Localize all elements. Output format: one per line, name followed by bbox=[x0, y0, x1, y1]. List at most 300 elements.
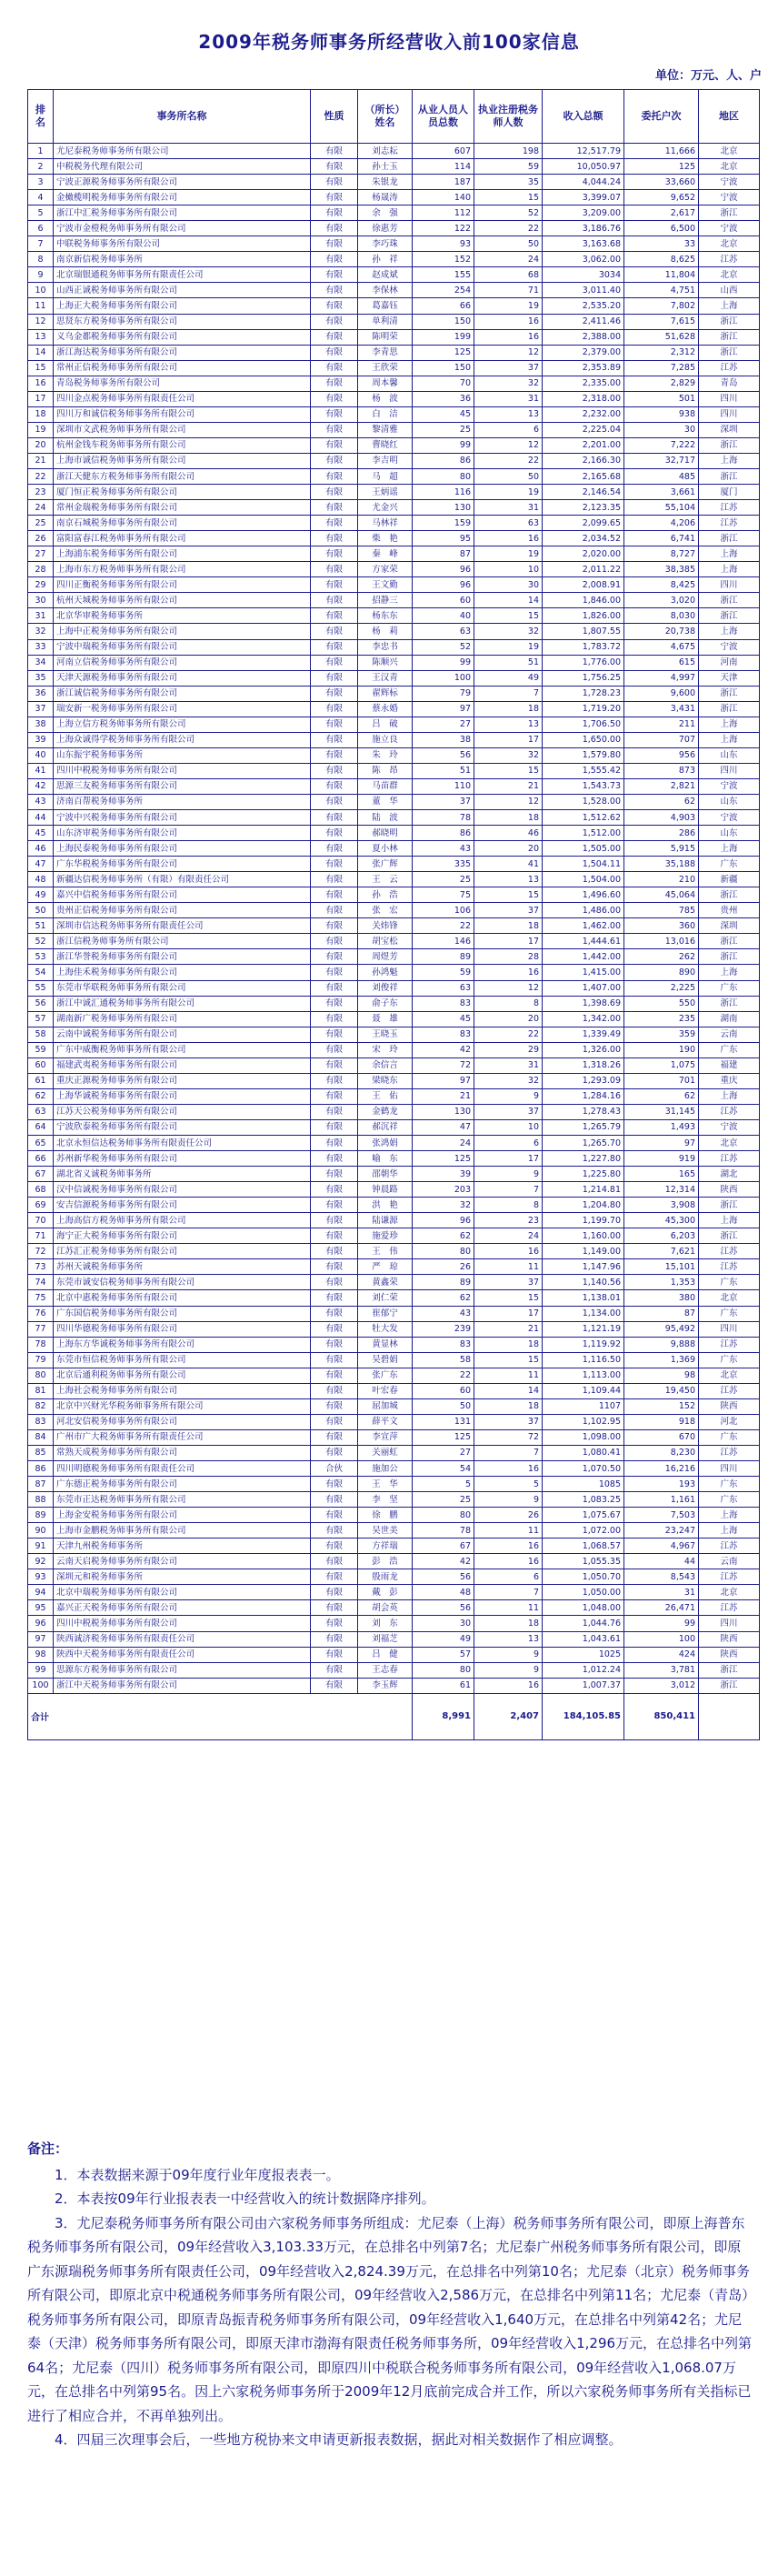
cell-firm-name: 浙江中汇税务师事务所有限公司 bbox=[54, 205, 311, 221]
cell-region: 深圳 bbox=[699, 422, 760, 437]
cell-income: 1,265.79 bbox=[543, 1119, 624, 1135]
cell-firm-name: 上海东方华诚税务师事务所有限公司 bbox=[54, 1337, 311, 1352]
cell-rank: 12 bbox=[28, 314, 54, 329]
cell-clients: 7,222 bbox=[624, 437, 699, 453]
cell-director: 施加公 bbox=[358, 1460, 413, 1476]
cell-type: 有限 bbox=[311, 996, 358, 1011]
cell-staff: 57 bbox=[413, 1647, 474, 1662]
cell-staff: 27 bbox=[413, 717, 474, 732]
cell-firm-name: 厦门恒正税务师事务所有限公司 bbox=[54, 485, 311, 500]
cell-region: 山东 bbox=[699, 747, 760, 763]
cell-cta: 11 bbox=[474, 1600, 543, 1616]
cell-clients: 286 bbox=[624, 826, 699, 841]
cell-staff: 125 bbox=[413, 1429, 474, 1445]
cell-region: 广东 bbox=[699, 1352, 760, 1368]
cell-staff: 203 bbox=[413, 1182, 474, 1198]
cell-region: 广东 bbox=[699, 1429, 760, 1445]
cell-clients: 11,666 bbox=[624, 144, 699, 159]
cell-firm-name: 四川中税税务师事务所有限公司 bbox=[54, 763, 311, 778]
cell-region: 江苏 bbox=[699, 1445, 760, 1460]
cell-type: 有限 bbox=[311, 826, 358, 841]
cell-clients: 3,020 bbox=[624, 593, 699, 608]
table-row bbox=[28, 1616, 760, 1631]
cell-cta: 18 bbox=[474, 1337, 543, 1352]
cell-type: 有限 bbox=[311, 794, 358, 809]
cell-cta: 14 bbox=[474, 593, 543, 608]
cell-firm-name: 北京中瑞税务师事务所有限公司 bbox=[54, 1585, 311, 1600]
cell-staff: 99 bbox=[413, 655, 474, 670]
table-row bbox=[28, 1414, 760, 1429]
cell-type: 有限 bbox=[311, 1198, 358, 1213]
cell-clients: 7,802 bbox=[624, 298, 699, 314]
cell-cta: 13 bbox=[474, 717, 543, 732]
table-row bbox=[28, 1198, 760, 1213]
cell-staff: 130 bbox=[413, 1104, 474, 1119]
cell-income: 1,102.95 bbox=[543, 1414, 624, 1429]
cell-clients: 16,216 bbox=[624, 1460, 699, 1476]
table-row bbox=[28, 1213, 760, 1228]
cell-region: 浙江 bbox=[699, 949, 760, 965]
cell-clients: 4,206 bbox=[624, 516, 699, 531]
cell-clients: 97 bbox=[624, 1136, 699, 1151]
cell-type: 合伙 bbox=[311, 1460, 358, 1476]
table-row bbox=[28, 1104, 760, 1119]
cell-director: 徐 鹏 bbox=[358, 1508, 413, 1523]
cell-clients: 13,016 bbox=[624, 934, 699, 949]
cell-region: 北京 bbox=[699, 1368, 760, 1383]
cell-income: 1,719.20 bbox=[543, 701, 624, 717]
cell-type: 有限 bbox=[311, 175, 358, 190]
cell-firm-name: 南京石城税务师事务所有限公司 bbox=[54, 516, 311, 531]
cell-firm-name: 重庆正源税务师事务所有限公司 bbox=[54, 1073, 311, 1088]
cell-rank: 36 bbox=[28, 686, 54, 701]
cell-income: 1,807.55 bbox=[543, 624, 624, 639]
cell-rank: 34 bbox=[28, 655, 54, 670]
cell-director: 翟辉标 bbox=[358, 686, 413, 701]
cell-director: 刘志耘 bbox=[358, 144, 413, 159]
cell-clients: 165 bbox=[624, 1167, 699, 1182]
cell-cta: 10 bbox=[474, 562, 543, 577]
cell-rank: 51 bbox=[28, 918, 54, 934]
cell-income: 1,043.61 bbox=[543, 1631, 624, 1647]
cell-rank: 31 bbox=[28, 608, 54, 624]
cell-firm-name: 东莞市诚安信税务师事务所有限公司 bbox=[54, 1275, 311, 1290]
cell-income: 2,411.46 bbox=[543, 314, 624, 329]
cell-cta: 22 bbox=[474, 1027, 543, 1042]
cell-type: 有限 bbox=[311, 763, 358, 778]
cell-region: 浙江 bbox=[699, 887, 760, 903]
table-row bbox=[28, 903, 760, 918]
table-row bbox=[28, 980, 760, 996]
cell-rank: 45 bbox=[28, 826, 54, 841]
cell-director: 孙士玉 bbox=[358, 159, 413, 175]
cell-clients: 6,741 bbox=[624, 531, 699, 546]
cell-staff: 150 bbox=[413, 360, 474, 376]
total-clients: 850,411 bbox=[624, 1693, 699, 1739]
cell-cta: 11 bbox=[474, 1523, 543, 1539]
cell-cta: 16 bbox=[474, 1460, 543, 1476]
cell-director: 陆 波 bbox=[358, 810, 413, 826]
cell-director: 曹晓红 bbox=[358, 437, 413, 453]
cell-type: 有限 bbox=[311, 1290, 358, 1306]
cell-type: 有限 bbox=[311, 701, 358, 717]
cell-staff: 27 bbox=[413, 1445, 474, 1460]
cell-director: 黄显林 bbox=[358, 1337, 413, 1352]
cell-rank: 29 bbox=[28, 577, 54, 593]
cell-type: 有限 bbox=[311, 422, 358, 437]
cell-director: 严 琼 bbox=[358, 1259, 413, 1275]
cell-staff: 122 bbox=[413, 221, 474, 236]
cell-firm-name: 陕西诚济税务师事务所有限责任公司 bbox=[54, 1631, 311, 1647]
cell-region: 上海 bbox=[699, 298, 760, 314]
cell-type: 有限 bbox=[311, 468, 358, 484]
cell-director: 马苗群 bbox=[358, 778, 413, 794]
cell-clients: 4,903 bbox=[624, 810, 699, 826]
cell-firm-name: 东莞市华联税务师事务所有限公司 bbox=[54, 980, 311, 996]
cell-cta: 63 bbox=[474, 516, 543, 531]
cell-income: 1,442.00 bbox=[543, 949, 624, 965]
table-row bbox=[28, 608, 760, 624]
cell-clients: 62 bbox=[624, 1088, 699, 1104]
cell-firm-name: 宁波市金橙税务师事务所有限公司 bbox=[54, 221, 311, 236]
cell-rank: 88 bbox=[28, 1492, 54, 1508]
cell-income: 2,166.30 bbox=[543, 453, 624, 468]
cell-rank: 94 bbox=[28, 1585, 54, 1600]
cell-cta: 18 bbox=[474, 1398, 543, 1414]
cell-cta: 7 bbox=[474, 1182, 543, 1198]
cell-clients: 360 bbox=[624, 918, 699, 934]
cell-region: 四川 bbox=[699, 1321, 760, 1337]
cell-director: 王炳谣 bbox=[358, 485, 413, 500]
table-row bbox=[28, 1662, 760, 1678]
cell-rank: 89 bbox=[28, 1508, 54, 1523]
cell-clients: 15,101 bbox=[624, 1259, 699, 1275]
cell-firm-name: 中联税务师事务所有限公司 bbox=[54, 236, 311, 252]
cell-staff: 60 bbox=[413, 1383, 474, 1398]
cell-region: 上海 bbox=[699, 624, 760, 639]
cell-staff: 130 bbox=[413, 500, 474, 516]
cell-income: 1,756.25 bbox=[543, 670, 624, 686]
cell-director: 葛嘉钰 bbox=[358, 298, 413, 314]
cell-director: 吴世美 bbox=[358, 1523, 413, 1539]
cell-staff: 152 bbox=[413, 252, 474, 267]
cell-staff: 24 bbox=[413, 1136, 474, 1151]
cell-region: 浙江 bbox=[699, 1198, 760, 1213]
table-row bbox=[28, 1073, 760, 1088]
table-row bbox=[28, 794, 760, 809]
cell-clients: 30 bbox=[624, 422, 699, 437]
cell-income: 2,379.00 bbox=[543, 345, 624, 360]
cell-firm-name: 嘉兴中信税务师事务所有限公司 bbox=[54, 887, 311, 903]
cell-income: 1,444.61 bbox=[543, 934, 624, 949]
cell-firm-name: 杭州金钱车税务师事务所有限公司 bbox=[54, 437, 311, 453]
cell-type: 有限 bbox=[311, 949, 358, 965]
cell-income: 1,555.42 bbox=[543, 763, 624, 778]
cell-type: 有限 bbox=[311, 391, 358, 406]
cell-income: 2,535.20 bbox=[543, 298, 624, 314]
cell-firm-name: 东莞市恒信税务师事务所有限公司 bbox=[54, 1352, 311, 1368]
cell-cta: 12 bbox=[474, 980, 543, 996]
cell-region: 广东 bbox=[699, 1306, 760, 1321]
cell-region: 四川 bbox=[699, 391, 760, 406]
cell-region: 宁波 bbox=[699, 221, 760, 236]
cell-staff: 78 bbox=[413, 810, 474, 826]
cell-income: 1,134.00 bbox=[543, 1306, 624, 1321]
cell-region: 陕西 bbox=[699, 1631, 760, 1647]
cell-staff: 72 bbox=[413, 1057, 474, 1073]
cell-staff: 22 bbox=[413, 918, 474, 934]
cell-firm-name: 山东振宇税务师事务所 bbox=[54, 747, 311, 763]
cell-income: 1,706.50 bbox=[543, 717, 624, 732]
cell-cta: 31 bbox=[474, 1057, 543, 1073]
table-row bbox=[28, 872, 760, 887]
cell-region: 北京 bbox=[699, 159, 760, 175]
cell-cta: 9 bbox=[474, 1088, 543, 1104]
table-row bbox=[28, 283, 760, 298]
cell-staff: 131 bbox=[413, 1414, 474, 1429]
cell-cta: 18 bbox=[474, 810, 543, 826]
cell-region: 上海 bbox=[699, 1508, 760, 1523]
cell-region: 云南 bbox=[699, 1027, 760, 1042]
cell-income: 3,399.07 bbox=[543, 190, 624, 205]
cell-type: 有限 bbox=[311, 329, 358, 345]
cell-rank: 13 bbox=[28, 329, 54, 345]
table-row bbox=[28, 468, 760, 484]
cell-firm-name: 东莞市正达税务师事务所有限公司 bbox=[54, 1492, 311, 1508]
cell-type: 有限 bbox=[311, 686, 358, 701]
cell-rank: 38 bbox=[28, 717, 54, 732]
cell-income: 3,186.76 bbox=[543, 221, 624, 236]
cell-rank: 96 bbox=[28, 1616, 54, 1631]
table-row bbox=[28, 159, 760, 175]
note-item: 4．四届三次理事会后，一些地方税协来文申请更新报表数据，据此对相关数据作了相应调整。 bbox=[55, 2431, 623, 2448]
cell-income: 1,109.44 bbox=[543, 1383, 624, 1398]
cell-region: 湖北 bbox=[699, 1167, 760, 1182]
cell-region: 上海 bbox=[699, 546, 760, 562]
cell-staff: 32 bbox=[413, 1198, 474, 1213]
cell-cta: 17 bbox=[474, 934, 543, 949]
cell-firm-name: 浙江信税务师事务所有限公司 bbox=[54, 934, 311, 949]
cell-staff: 22 bbox=[413, 1368, 474, 1383]
cell-type: 有限 bbox=[311, 1244, 358, 1259]
cell-income: 1,496.60 bbox=[543, 887, 624, 903]
cell-rank: 9 bbox=[28, 267, 54, 283]
cell-firm-name: 四川中税税务师事务所有限公司 bbox=[54, 1616, 311, 1631]
cell-rank: 64 bbox=[28, 1119, 54, 1135]
cell-staff: 116 bbox=[413, 485, 474, 500]
cell-rank: 22 bbox=[28, 468, 54, 484]
cell-type: 有限 bbox=[311, 608, 358, 624]
cell-cta: 15 bbox=[474, 1352, 543, 1368]
cell-type: 有限 bbox=[311, 639, 358, 655]
cell-clients: 359 bbox=[624, 1027, 699, 1042]
cell-cta: 198 bbox=[474, 144, 543, 159]
cell-firm-name: 广州市广大税务师事务所有限责任公司 bbox=[54, 1429, 311, 1445]
cell-clients: 26,471 bbox=[624, 1600, 699, 1616]
table-row bbox=[28, 1151, 760, 1167]
cell-income: 10,050.97 bbox=[543, 159, 624, 175]
cell-region: 上海 bbox=[699, 1088, 760, 1104]
cell-cta: 26 bbox=[474, 1508, 543, 1523]
table-row bbox=[28, 1119, 760, 1135]
cell-income: 2,318.00 bbox=[543, 391, 624, 406]
cell-type: 有限 bbox=[311, 1352, 358, 1368]
table-row bbox=[28, 1228, 760, 1244]
cell-type: 有限 bbox=[311, 841, 358, 857]
cell-rank: 53 bbox=[28, 949, 54, 965]
cell-region: 浙江 bbox=[699, 934, 760, 949]
cell-clients: 45,300 bbox=[624, 1213, 699, 1228]
cell-cta: 12 bbox=[474, 345, 543, 360]
cell-cta: 68 bbox=[474, 267, 543, 283]
cell-region: 上海 bbox=[699, 1523, 760, 1539]
cell-clients: 918 bbox=[624, 1414, 699, 1429]
cell-region: 浙江 bbox=[699, 686, 760, 701]
table-row bbox=[28, 857, 760, 872]
cell-cta: 10 bbox=[474, 1119, 543, 1135]
cell-rank: 73 bbox=[28, 1259, 54, 1275]
cell-income: 1,342.00 bbox=[543, 1011, 624, 1027]
cell-staff: 66 bbox=[413, 298, 474, 314]
cell-staff: 60 bbox=[413, 593, 474, 608]
cell-cta: 9 bbox=[474, 1662, 543, 1678]
cell-rank: 56 bbox=[28, 996, 54, 1011]
cell-region: 江苏 bbox=[699, 1383, 760, 1398]
table-row bbox=[28, 1445, 760, 1460]
cell-income: 1,505.00 bbox=[543, 841, 624, 857]
cell-director: 杨 莉 bbox=[358, 624, 413, 639]
cell-director: 聂 雄 bbox=[358, 1011, 413, 1027]
cell-type: 有限 bbox=[311, 1259, 358, 1275]
cell-staff: 239 bbox=[413, 1321, 474, 1337]
cell-cta: 9 bbox=[474, 1492, 543, 1508]
cell-cta: 20 bbox=[474, 841, 543, 857]
cell-income: 1,728.23 bbox=[543, 686, 624, 701]
cell-staff: 97 bbox=[413, 1073, 474, 1088]
cell-rank: 42 bbox=[28, 778, 54, 794]
cell-cta: 5 bbox=[474, 1477, 543, 1492]
cell-rank: 92 bbox=[28, 1554, 54, 1569]
cell-firm-name: 瑞安新一税务师事务所有限公司 bbox=[54, 701, 311, 717]
cell-staff: 70 bbox=[413, 376, 474, 391]
cell-firm-name: 上海立信方税务师事务所有限公司 bbox=[54, 717, 311, 732]
ranking-table bbox=[27, 89, 760, 1740]
cell-rank: 25 bbox=[28, 516, 54, 531]
cell-region: 宁波 bbox=[699, 1119, 760, 1135]
cell-rank: 62 bbox=[28, 1088, 54, 1104]
cell-type: 有限 bbox=[311, 1523, 358, 1539]
cell-cta: 15 bbox=[474, 608, 543, 624]
cell-firm-name: 常州正信税务师事务所有限公司 bbox=[54, 360, 311, 376]
cell-staff: 125 bbox=[413, 345, 474, 360]
cell-rank: 49 bbox=[28, 887, 54, 903]
cell-director: 周煜芳 bbox=[358, 949, 413, 965]
cell-cta: 22 bbox=[474, 453, 543, 468]
cell-rank: 1 bbox=[28, 144, 54, 159]
cell-clients: 5,915 bbox=[624, 841, 699, 857]
cell-type: 有限 bbox=[311, 1631, 358, 1647]
cell-director: 董 华 bbox=[358, 794, 413, 809]
cell-director: 马 超 bbox=[358, 468, 413, 484]
cell-region: 四川 bbox=[699, 1460, 760, 1476]
cell-region: 河南 bbox=[699, 655, 760, 670]
cell-firm-name: 上海民泰税务师事务所有限公司 bbox=[54, 841, 311, 857]
cell-region: 浙江 bbox=[699, 531, 760, 546]
cell-firm-name: 云南天启税务师事务所有限公司 bbox=[54, 1554, 311, 1569]
total-row bbox=[28, 1693, 760, 1739]
cell-cta: 50 bbox=[474, 468, 543, 484]
cell-income: 1,083.25 bbox=[543, 1492, 624, 1508]
cell-firm-name: 上海众诚得学税务师事务所有限公司 bbox=[54, 732, 311, 747]
cell-region: 天津 bbox=[699, 670, 760, 686]
cell-staff: 25 bbox=[413, 422, 474, 437]
cell-cta: 32 bbox=[474, 624, 543, 639]
cell-rank: 93 bbox=[28, 1569, 54, 1585]
cell-rank: 52 bbox=[28, 934, 54, 949]
cell-staff: 150 bbox=[413, 314, 474, 329]
cell-cta: 31 bbox=[474, 391, 543, 406]
cell-income: 1,339.49 bbox=[543, 1027, 624, 1042]
table-row bbox=[28, 778, 760, 794]
cell-region: 云南 bbox=[699, 1554, 760, 1569]
table-row bbox=[28, 453, 760, 468]
cell-staff: 75 bbox=[413, 887, 474, 903]
cell-clients: 193 bbox=[624, 1477, 699, 1492]
table-row bbox=[28, 841, 760, 857]
cell-firm-name: 广东德正税务师事务所有限公司 bbox=[54, 1477, 311, 1492]
cell-staff: 86 bbox=[413, 453, 474, 468]
cell-rank: 33 bbox=[28, 639, 54, 655]
cell-staff: 39 bbox=[413, 1167, 474, 1182]
cell-firm-name: 上海金安税务师事务所有限公司 bbox=[54, 1508, 311, 1523]
cell-cta: 16 bbox=[474, 329, 543, 345]
cell-type: 有限 bbox=[311, 1182, 358, 1198]
cell-clients: 550 bbox=[624, 996, 699, 1011]
cell-clients: 55,104 bbox=[624, 500, 699, 516]
table-row bbox=[28, 1678, 760, 1693]
cell-rank: 84 bbox=[28, 1429, 54, 1445]
cell-clients: 190 bbox=[624, 1042, 699, 1057]
cell-rank: 82 bbox=[28, 1398, 54, 1414]
table-row bbox=[28, 1167, 760, 1182]
cell-rank: 2 bbox=[28, 159, 54, 175]
table-body bbox=[28, 144, 760, 1694]
cell-rank: 41 bbox=[28, 763, 54, 778]
total-label: 合计 bbox=[28, 1693, 413, 1739]
cell-cta: 72 bbox=[474, 1429, 543, 1445]
cell-type: 有限 bbox=[311, 516, 358, 531]
note-item: 2．本表按09年行业报表表一中经营收入的统计数据降序排列。 bbox=[55, 2190, 435, 2207]
cell-cta: 9 bbox=[474, 1647, 543, 1662]
table-row bbox=[28, 376, 760, 391]
cell-rank: 50 bbox=[28, 903, 54, 918]
table-row bbox=[28, 810, 760, 826]
cell-firm-name: 山西正诚税务师事务所有限公司 bbox=[54, 283, 311, 298]
cell-region: 山东 bbox=[699, 794, 760, 809]
cell-cta: 50 bbox=[474, 236, 543, 252]
cell-clients: 4,675 bbox=[624, 639, 699, 655]
cell-director: 李吉明 bbox=[358, 453, 413, 468]
table-row bbox=[28, 1088, 760, 1104]
cell-director: 张广东 bbox=[358, 1368, 413, 1383]
cell-clients: 44 bbox=[624, 1554, 699, 1569]
cell-rank: 95 bbox=[28, 1600, 54, 1616]
cell-region: 湖南 bbox=[699, 1011, 760, 1027]
cell-director: 殷雨龙 bbox=[358, 1569, 413, 1585]
cell-region: 浙江 bbox=[699, 701, 760, 717]
cell-firm-name: 富阳富春江税务师事务所有限公司 bbox=[54, 531, 311, 546]
cell-firm-name: 北京永恒信达税务师事务所有限责任公司 bbox=[54, 1136, 311, 1151]
